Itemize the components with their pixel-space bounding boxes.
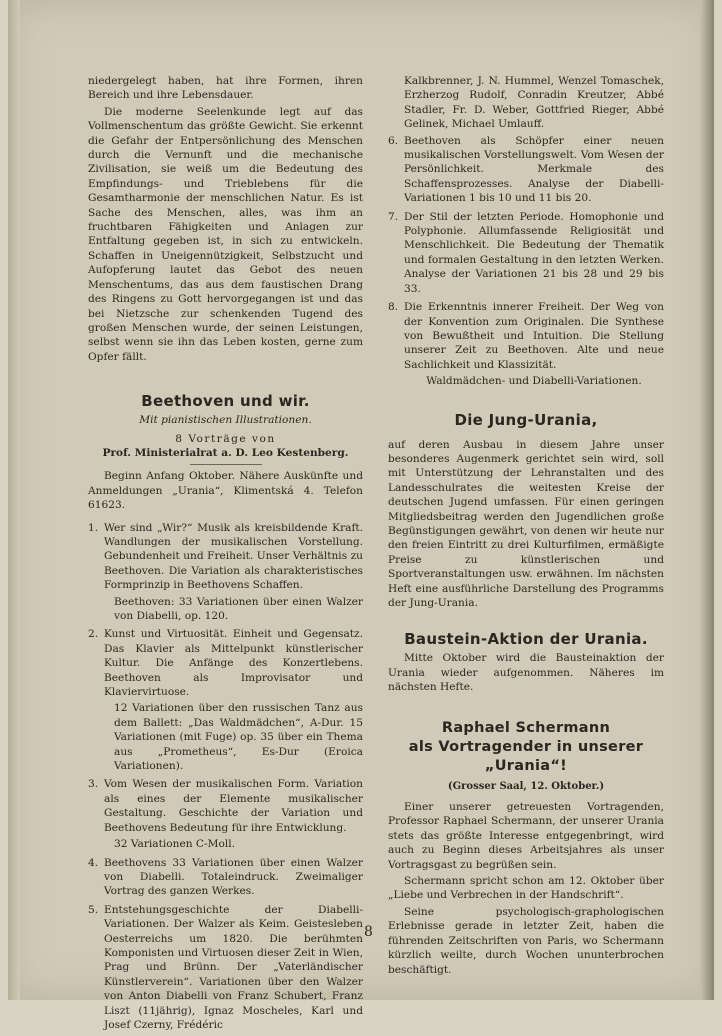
schermann-paragraph-1: Einer unserer getreuesten Vortragenden, Professor Raphael Schermann, der unserer Urania stets das größte Interesse entgegenbringt, wird auch zu Beginn dieses Arbeitsjahres als unser Vortragsgast zu begrüßen sein. xyxy=(388,801,664,871)
schermann-location: (Grosser Saal, 12. Oktober.) xyxy=(447,780,605,792)
item-sub: Waldmädchen- und Diabelli-Variationen. xyxy=(426,375,642,388)
item-text: Beethovens 33 Variationen über einen Walzer von Diabelli. Totaleindruck. Zweimaliger Vortrag des ganzen Werkes. xyxy=(104,856,363,898)
page-edge-shadow xyxy=(700,0,714,1000)
item-number: 1. xyxy=(88,521,99,534)
item-number: 4. xyxy=(88,856,99,869)
divider xyxy=(190,464,262,465)
item-text: Vom Wesen der musikalischen Form. Variation als eines der Elemente musikalischer Gestaltung. Geschichte der Variation und Beethovens Bedeutung für ihre Entwicklung. xyxy=(104,778,363,834)
lecture-info: Beginn Anfang Oktober. Nähere Auskünfte und Anmeldungen „Urania“, Klimentská 4. Telefon 61623. xyxy=(88,470,363,512)
item-number: 2. xyxy=(88,628,99,641)
composer-continuation: Kalkbrenner, J. N. Hummel, Wenzel Tomaschek, Erzherzog Rudolf, Conradin Kreutzer, Abbé Stadler, Fr. D. Weber, Gottfried Rieger, Abbé Gelinek, Michael Umlauff. xyxy=(404,75,664,131)
lecturer-name: Prof. Ministerialrat a. D. Leo Kestenberg. xyxy=(102,446,349,459)
list-item xyxy=(88,903,363,1033)
item-text: Entstehungsgeschichte der Diabelli-Variationen. Der Walzer als Keim. Geistesleben Oesterreichs um 1820. Die berühmten Komponisten und Virtuosen dieser Zeit in Wien, Prag und Brünn. Der „Vaterländischer Künstlerverein“. Variationen über den Walzer von Anton Diabelli von Franz Schubert, Franz Liszt (11jährig), Ignaz Moscheles, Karl und Josef Czerny, Frédéric xyxy=(104,903,363,1031)
lecture-list-right xyxy=(388,134,664,389)
list-item xyxy=(388,210,664,296)
item-number: 8. xyxy=(388,301,399,314)
item-number: 6. xyxy=(388,134,399,147)
page-number: 8 xyxy=(364,924,373,940)
item-sub: 32 Variationen C-Moll. xyxy=(114,838,235,851)
item-text: Beethoven als Schöpfer einer neuen musikalischen Vorstellungswelt. Vom Wesen der Persönlichkeit. Merkmale des Schaffensprozesses. Analyse der Diabelli-Variationen 1 bis 10 und 11 bis 20. xyxy=(404,134,664,205)
item-text: Die Erkenntnis innerer Freiheit. Der Weg von der Konvention zum Originalen. Die Synthese von Bewußtheit und Intuition. Die Stellung unserer Zeit zu Beethoven. Alte und neue Sachlichkeit und Klassizität. xyxy=(404,301,664,371)
list-item xyxy=(88,856,363,899)
heading-beethoven: Beethoven und wir. xyxy=(141,392,310,411)
intro-text: niedergelegt haben, hat ihre Formen, ihren Bereich und ihre Lebensdauer. xyxy=(88,75,363,102)
item-text: Der Stil der letzten Periode. Homophonie und Polyphonie. Allumfassende Religiosität und Menschlichkeit. Die Bedeutung der Thematik und formalen Gestaltung in den letzten Werken. Analyse der Variationen 21 bis 28 und 29 bis 33. xyxy=(404,210,664,295)
jung-urania-text: auf deren Ausbau in diesem Jahre unser besonderes Augenmerk gerichtet sein wird, soll mit Unterstützung der Lehranstalten und des Landesschulrates die weitesten Kreise der deutschen Jugend umfassen. Für einen geringen Mitgliedsbeitrag werden den Jugendlichen große Begünstigungen gewährt, von denen wir heute nur den freien Eintritt zu drei Kulturfilmen, ermäßigte Preise zu künstlerischen und Sportveranstaltungen usw. erwähnen. Im nächsten Heft eine ausführliche Darstellung des Programms der Jung-Urania. xyxy=(388,438,664,609)
list-item xyxy=(388,134,664,206)
item-number: 3. xyxy=(88,778,99,791)
schermann-paragraph-2: Schermann spricht schon am 12. Oktober über „Liebe und Verbrechen in der Handschrift“. xyxy=(388,875,664,902)
list-item xyxy=(388,300,664,388)
heading-jung-urania: Die Jung-Urania, xyxy=(454,410,598,429)
item-sub: 12 Variationen über den russischen Tanz aus dem Ballett: „Das Waldmädchen“, A-Dur. 15 Variationen (mit Fuge) op. 35 über ein Thema aus „Prometheus“, Es-Dur (Eroica Variationen). xyxy=(114,702,363,773)
subheading-illustrations: Mit pianistischen Illustrationen. xyxy=(139,414,312,427)
left-column xyxy=(88,74,363,1036)
document-page xyxy=(8,0,714,1031)
item-text: Wer sind „Wir?“ Musik als kreisbildende Kraft. Wandlungen der musikalischen Vorstellung. Gebundenheit und Freiheit. Unser Verhältnis zu Beethoven. Die Variation als charakteristisches Formprinzip in Beethovens Schaffen. xyxy=(104,521,363,592)
lecture-list-left xyxy=(88,521,363,1033)
item-text: Kunst und Virtuosität. Einheit und Gegensatz. Das Klavier als Mittelpunkt künstlerischer Kultur. Die Anfänge des Konzertlebens. Beethoven als Improvisator und Klaviervirtuose. xyxy=(104,628,363,699)
heading-baustein: Baustein-Aktion der Urania. xyxy=(404,630,648,649)
paragraph-seelenkunde: Die moderne Seelenkunde legt auf das Vollmenschentum das größte Gewicht. Sie erkennt die Gefahr der Entpersönlichung des Menschen durch die Vernunft und die mechanische Zivilisation, sie weiß um die Bedeutung des Empfindungs- und Trieblebens für die Gesamtharmonie der menschlichen Natur. Es ist Sache des Menschen, alles, was ihm an fruchtbaren Fähigkeiten und Anlagen zur Entfaltung gegeben ist, in sich zu entwickeln. Schaffen in Uneigennützigkeit, Selbstzucht und Aufopferung lautet das Gebot des neuen Menschentums, das aus dem faustischen Drang des Ringens zu Gott hervorgegangen ist und das bei Nietzsche zur schenkenden Tugend des großen Menschen wurde, der seinen Leistungen, selbst wenn sie ihn das Leben kosten, gerne zum Opfer fällt. xyxy=(88,105,363,363)
list-item xyxy=(88,777,363,851)
right-column xyxy=(388,74,664,979)
heading-schermann-line2: als Vortragender in unserer xyxy=(408,738,644,755)
schermann-paragraph-3: Seine psychologisch-graphologischen Erlebnisse gerade in letzter Zeit, haben die führenden Zeitschriften von Paris, wo Schermann kürzlich weilte, durch Wochen ununterbrochen beschäftigt. xyxy=(388,905,664,976)
heading-schermann-line1: Raphael Schermann xyxy=(441,719,611,736)
item-number: 7. xyxy=(388,210,399,223)
list-item xyxy=(88,627,363,773)
item-number: 5. xyxy=(88,903,99,916)
item-sub: Beethoven: 33 Variationen über einen Walzer von Diabelli, op. 120. xyxy=(114,595,363,622)
baustein-text: Mitte Oktober wird die Bausteinaktion der Urania wieder aufgenommen. Näheres im nächsten Hefte. xyxy=(388,652,664,694)
lecture-count: 8 Vorträge von xyxy=(175,432,276,445)
list-item xyxy=(88,521,363,624)
page-fold-shadow xyxy=(8,0,20,1000)
heading-schermann-line3: „Urania“! xyxy=(484,757,568,774)
